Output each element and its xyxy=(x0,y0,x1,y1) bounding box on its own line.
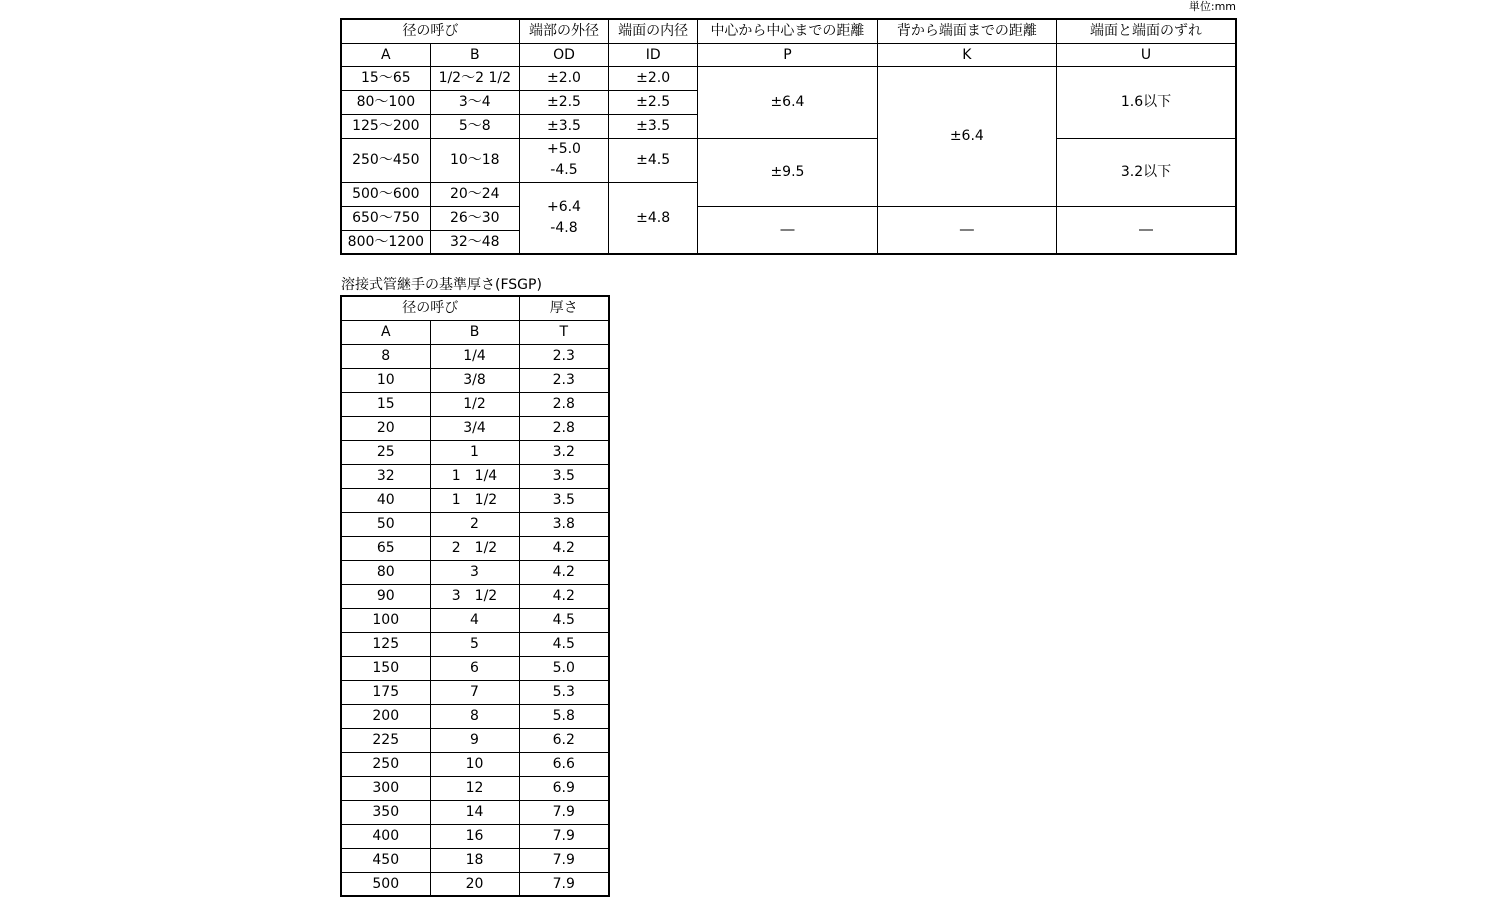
header-k-symbol: K xyxy=(877,43,1056,66)
cell-t: 5.0 xyxy=(519,656,609,680)
cell-a: 10 xyxy=(341,368,430,392)
cell-u-small: 1.6以下 xyxy=(1057,66,1236,138)
cell-b: 3/4 xyxy=(430,416,519,440)
cell-b: 1 1/2 xyxy=(430,488,519,512)
cell-k-main: ±6.4 xyxy=(877,66,1056,206)
cell-a: 400 xyxy=(341,824,430,848)
cell-b: 7 xyxy=(430,680,519,704)
header-id-title: 端面の内径 xyxy=(609,19,698,43)
cell-b: 3/8 xyxy=(430,368,519,392)
cell-a: 225 xyxy=(341,728,430,752)
table-row xyxy=(341,344,609,368)
cell-p-mid: ±9.5 xyxy=(698,138,877,206)
cell-t: 4.2 xyxy=(519,536,609,560)
table-row xyxy=(341,512,609,536)
cell-b: 1/2～2 1/2 xyxy=(430,66,519,90)
cell-a: 80 xyxy=(341,560,430,584)
cell-a: 800～1200 xyxy=(341,230,430,254)
header-a: A xyxy=(341,320,430,344)
cell-a: 40 xyxy=(341,488,430,512)
table-row xyxy=(341,680,609,704)
table-row xyxy=(341,440,609,464)
cell-t: 3.8 xyxy=(519,512,609,536)
cell-od: ±3.5 xyxy=(519,114,608,138)
cell-a: 500 xyxy=(341,872,430,896)
cell-a: 32 xyxy=(341,464,430,488)
cell-a: 500～600 xyxy=(341,182,430,206)
cell-a: 650～750 xyxy=(341,206,430,230)
cell-b: 4 xyxy=(430,608,519,632)
table-row xyxy=(341,752,609,776)
cell-od-large xyxy=(519,182,608,254)
cell-t: 5.8 xyxy=(519,704,609,728)
cell-k-large: ― xyxy=(877,206,1056,254)
cell-b: 16 xyxy=(430,824,519,848)
cell-a: 90 xyxy=(341,584,430,608)
cell-a: 65 xyxy=(341,536,430,560)
cell-a: 250～450 xyxy=(341,138,430,182)
table-row xyxy=(341,206,1236,230)
cell-b: 10～18 xyxy=(430,138,519,182)
cell-b: 20～24 xyxy=(430,182,519,206)
table-row xyxy=(341,632,609,656)
cell-b: 3～4 xyxy=(430,90,519,114)
cell-b: 3 xyxy=(430,560,519,584)
tolerance-subheader-row xyxy=(341,43,1236,66)
cell-t: 2.3 xyxy=(519,368,609,392)
cell-a: 15～65 xyxy=(341,66,430,90)
table-row xyxy=(341,656,609,680)
cell-b: 10 xyxy=(430,752,519,776)
cell-a: 175 xyxy=(341,680,430,704)
cell-b: 14 xyxy=(430,800,519,824)
cell-a: 100 xyxy=(341,608,430,632)
cell-b: 2 1/2 xyxy=(430,536,519,560)
table-row xyxy=(341,138,1236,182)
header-k-title: 背から端面までの距離 xyxy=(877,19,1056,43)
thickness-subheader-row xyxy=(341,320,609,344)
cell-a: 200 xyxy=(341,704,430,728)
cell-t: 3.5 xyxy=(519,464,609,488)
cell-t: 2.8 xyxy=(519,392,609,416)
cell-t: 3.2 xyxy=(519,440,609,464)
cell-t: 4.2 xyxy=(519,560,609,584)
cell-b: 5 xyxy=(430,632,519,656)
cell-a: 15 xyxy=(341,392,430,416)
cell-a: 300 xyxy=(341,776,430,800)
od-lower-tolerance: -4.8 xyxy=(550,219,578,236)
cell-t: 6.6 xyxy=(519,752,609,776)
header-od-symbol: OD xyxy=(519,43,608,66)
cell-a: 20 xyxy=(341,416,430,440)
cell-u-large: ― xyxy=(1057,206,1236,254)
cell-b: 2 xyxy=(430,512,519,536)
cell-a: 250 xyxy=(341,752,430,776)
table-row xyxy=(341,584,609,608)
table-row xyxy=(341,776,609,800)
table-row xyxy=(341,728,609,752)
cell-id-large: ±4.8 xyxy=(609,182,698,254)
cell-t: 7.9 xyxy=(519,824,609,848)
cell-id: ±3.5 xyxy=(609,114,698,138)
cell-t: 7.9 xyxy=(519,848,609,872)
cell-t: 2.3 xyxy=(519,344,609,368)
cell-id: ±2.5 xyxy=(609,90,698,114)
cell-b: 12 xyxy=(430,776,519,800)
cell-id: ±2.0 xyxy=(609,66,698,90)
header-b: B xyxy=(430,320,519,344)
tolerance-header-row xyxy=(341,19,1236,43)
cell-a: 450 xyxy=(341,848,430,872)
thickness-table-caption: 溶接式管継手の基準厚さ(FSGP) xyxy=(341,277,542,293)
table-row xyxy=(341,416,609,440)
table-row xyxy=(341,608,609,632)
cell-a: 80～100 xyxy=(341,90,430,114)
cell-id: ±4.5 xyxy=(609,138,698,182)
header-b: B xyxy=(430,43,519,66)
header-u-symbol: U xyxy=(1057,43,1236,66)
table-row xyxy=(341,704,609,728)
table-row xyxy=(341,872,609,896)
cell-b: 8 xyxy=(430,704,519,728)
cell-u-mid: 3.2以下 xyxy=(1057,138,1236,206)
cell-t: 6.9 xyxy=(519,776,609,800)
cell-t: 4.2 xyxy=(519,584,609,608)
cell-od: ±2.5 xyxy=(519,90,608,114)
header-t: T xyxy=(519,320,609,344)
cell-b: 1 xyxy=(430,440,519,464)
cell-t: 4.5 xyxy=(519,632,609,656)
od-lower-tolerance: -4.5 xyxy=(550,162,578,178)
header-thickness: 厚さ xyxy=(519,296,609,320)
cell-p-large: ― xyxy=(698,206,877,254)
cell-b: 26～30 xyxy=(430,206,519,230)
cell-t: 7.9 xyxy=(519,800,609,824)
cell-b: 1/4 xyxy=(430,344,519,368)
cell-b: 6 xyxy=(430,656,519,680)
cell-t: 6.2 xyxy=(519,728,609,752)
cell-p-small: ±6.4 xyxy=(698,66,877,138)
cell-t: 2.8 xyxy=(519,416,609,440)
header-p-symbol: P xyxy=(698,43,877,66)
table-row xyxy=(341,464,609,488)
tolerance-table xyxy=(340,18,1237,255)
cell-od xyxy=(519,138,608,182)
table-row xyxy=(341,66,1236,90)
cell-a: 125 xyxy=(341,632,430,656)
cell-a: 150 xyxy=(341,656,430,680)
table-row xyxy=(341,488,609,512)
header-p-title: 中心から中心までの距離 xyxy=(698,19,877,43)
cell-b: 32～48 xyxy=(430,230,519,254)
cell-b: 20 xyxy=(430,872,519,896)
header-od-title: 端部の外径 xyxy=(519,19,608,43)
cell-b: 18 xyxy=(430,848,519,872)
header-nominal: 径の呼び xyxy=(341,296,519,320)
cell-b: 5～8 xyxy=(430,114,519,138)
cell-b: 1/2 xyxy=(430,392,519,416)
cell-od: ±2.0 xyxy=(519,66,608,90)
header-id-symbol: ID xyxy=(609,43,698,66)
cell-t: 4.5 xyxy=(519,608,609,632)
cell-b: 1 1/4 xyxy=(430,464,519,488)
cell-b: 3 1/2 xyxy=(430,584,519,608)
table-row xyxy=(341,392,609,416)
table-row xyxy=(341,848,609,872)
header-nominal: 径の呼び xyxy=(341,19,519,43)
cell-a: 25 xyxy=(341,440,430,464)
cell-b: 9 xyxy=(430,728,519,752)
cell-a: 125～200 xyxy=(341,114,430,138)
table-row xyxy=(341,560,609,584)
cell-a: 350 xyxy=(341,800,430,824)
unit-label: 単位:mm xyxy=(1188,0,1236,13)
od-upper-tolerance: +6.4 xyxy=(546,198,581,215)
table-row xyxy=(341,824,609,848)
table-row xyxy=(341,800,609,824)
thickness-header-row xyxy=(341,296,609,320)
od-upper-tolerance: +5.0 xyxy=(546,141,581,157)
thickness-table xyxy=(340,295,610,897)
cell-t: 3.5 xyxy=(519,488,609,512)
header-a: A xyxy=(341,43,430,66)
header-u-title: 端面と端面のずれ xyxy=(1057,19,1236,43)
cell-a: 50 xyxy=(341,512,430,536)
cell-t: 5.3 xyxy=(519,680,609,704)
table-row xyxy=(341,368,609,392)
cell-a: 8 xyxy=(341,344,430,368)
table-row xyxy=(341,536,609,560)
cell-t: 7.9 xyxy=(519,872,609,896)
